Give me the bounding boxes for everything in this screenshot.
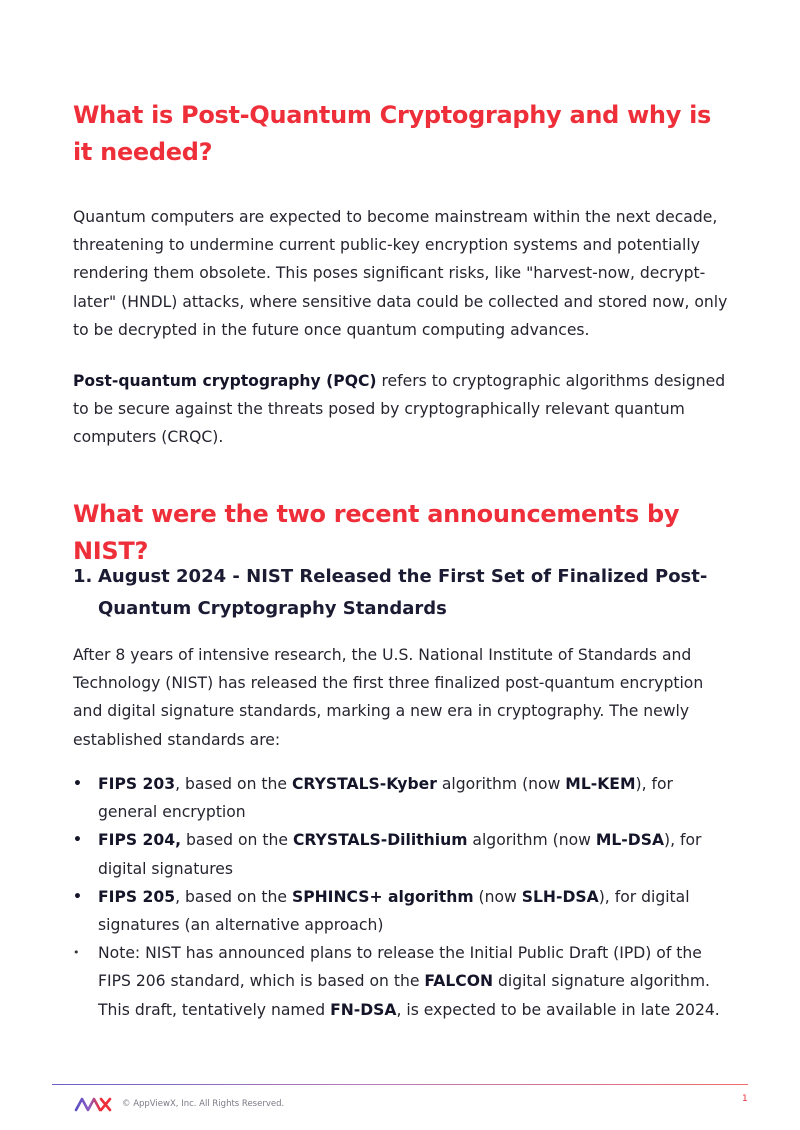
bullet-marker: • <box>73 832 82 849</box>
list-text: , based on the <box>175 775 292 793</box>
new-algorithm-name: ML-DSA <box>595 831 665 850</box>
section-heading-pqc: What is Post-Quantum Cryptography and why is it needed? <box>73 101 712 166</box>
list-text: digital signature algorithm. This draft, tentatively named <box>98 972 711 1019</box>
draft-name: FN-DSA <box>330 1000 397 1019</box>
list-item-note <box>73 939 733 1024</box>
pqc-term: Post-quantum cryptography (PQC) <box>73 372 377 390</box>
new-algorithm-name: SLH-DSA <box>521 887 599 906</box>
copyright-text: © AppViewX, Inc. All Rights Reserved. <box>122 1099 285 1109</box>
subheading-title: August 2024 - NIST Released the First Set of Finalized Post-Quantum Cryptography Standards <box>98 566 708 619</box>
subheading-number: 1. <box>73 566 93 587</box>
paragraph-pqc-definition <box>73 367 733 452</box>
list-item-fips203 <box>73 770 733 826</box>
list-text: based on the <box>181 831 293 850</box>
algorithm-name: SPHINCS+ algorithm <box>291 887 474 906</box>
standards-list <box>73 770 733 1024</box>
list-text: algorithm (now <box>467 831 596 850</box>
list-text: , based on the <box>175 887 292 906</box>
algorithm-name: CRYSTALS-Dilithium <box>292 831 468 850</box>
standard-name: FIPS 204, <box>98 831 182 850</box>
appviewx-logo-icon <box>74 1095 112 1113</box>
page-number: 1 <box>742 1094 748 1104</box>
list-item-fips205 <box>73 883 733 939</box>
list-text: (now <box>473 887 522 906</box>
pqc-definition-text: refers to cryptographic algorithms designed to be secure against the threats posed by cryptographically relevant quantum computers (CRQC). <box>73 372 726 447</box>
footer-divider <box>52 1084 748 1085</box>
standard-name: FIPS 203 <box>98 775 176 793</box>
list-text: Note: NIST has announced plans to release the Initial Public Draft (IPD) of the FIPS 206 standard, which is based on the <box>98 944 702 991</box>
bullet-marker: • <box>73 888 82 905</box>
list-text: ), for general encryption <box>98 775 673 822</box>
section-heading-nist-announcements: What were the two recent announcements by NIST? <box>73 500 680 565</box>
bullet-marker: • <box>73 946 80 960</box>
algorithm-name: CRYSTALS-Kyber <box>291 775 437 793</box>
list-text: ), for digital signatures (an alternative approach) <box>98 887 690 935</box>
list-text: ), for digital signatures <box>98 831 702 878</box>
list-text: algorithm (now <box>436 775 566 793</box>
algorithm-name: FALCON <box>424 972 494 991</box>
paragraph-quantum-threat: Quantum computers are expected to become mainstream within the next decade, threatening to undermine current public-key encryption systems and potentially rendering them obsolete. This poses significant risks, like "harvest-now, decrypt-later" (HNDL) attacks, where sensitive data could be collected and stored now, only to be decrypted in the future once quantum computing advances. <box>73 208 728 339</box>
list-text: , is expected to be available in late 2024. <box>396 1000 720 1019</box>
standard-name: FIPS 205 <box>98 887 176 906</box>
list-item-fips204 <box>73 826 733 882</box>
new-algorithm-name: ML-KEM <box>565 775 636 793</box>
bullet-marker: • <box>73 776 82 792</box>
paragraph-nist-release: After 8 years of intensive research, the U.S. National Institute of Standards and Technology (NIST) has released the first three finalized post-quantum encryption and digital signature standards, marking a new era in cryptography. The newly established standards are: <box>73 646 704 749</box>
